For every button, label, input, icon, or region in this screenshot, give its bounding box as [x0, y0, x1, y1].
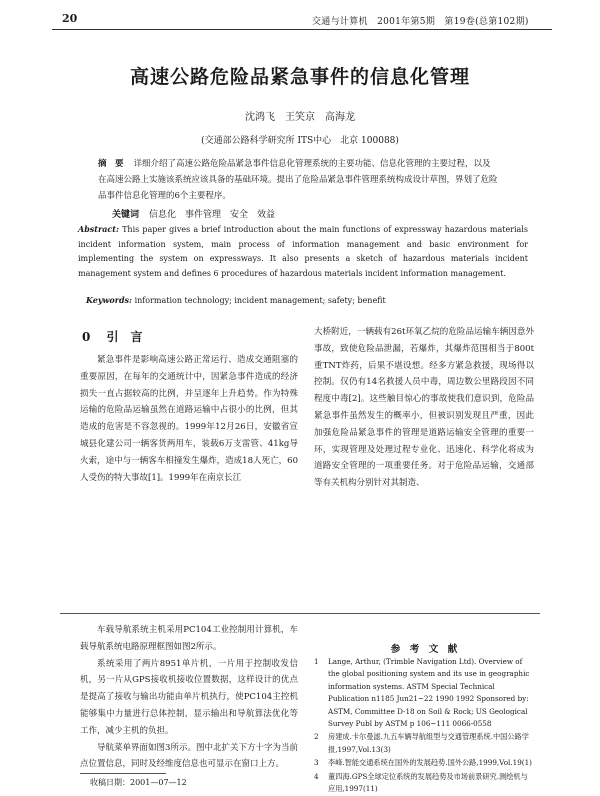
- keywords-cn: [112, 207, 502, 220]
- reference-number: 3: [314, 758, 319, 768]
- body-paragraph: 系统采用了两片8951单片机，一片用于控制收发信机，另一片从GPS接收机接收位置数据，这样设计的优点是提高了接收与输出功能由单片机执行，使PC104主控机能够集中力量进行总体控制，显示输出和导航算法优化等工作，减少主机的负担。: [80, 658, 298, 736]
- running-header: 交通与计算机 2001年第5期 第19卷(总第102期): [312, 17, 529, 27]
- paper-title: 高速公路危险品紧急事件的信息化管理: [129, 66, 470, 88]
- abstract-en-label: Abstract:: [78, 224, 119, 234]
- references-heading: 参 考 文 献: [390, 644, 458, 655]
- reference-number: 4: [314, 771, 319, 781]
- reference-text: Lange, Arthur, (Trimble Navigation Ltd). Overview of the global positioning system and its use in geographic information systems. ASTM Special Technical Publication n1185 Jun21~22 1990 1992 Sponsored by: ASTM, Committee D-18 on Soil & Rock; US Geological Survey Publ by ASTM p 106~111 0066-0558: [328, 657, 530, 729]
- body-paragraph: 导航菜单界面如图3所示。图中北扩关下方十字为当前点位置信息，同时及经维度信息也可显示在窗口上方。: [80, 742, 298, 770]
- header-rule: [52, 29, 552, 30]
- reference-number: 2: [314, 732, 319, 742]
- received-date-footnote: 收稿日期：2001—07—12: [90, 778, 187, 787]
- reference-item: [314, 656, 534, 730]
- keywords-en-label: Keywords:: [86, 295, 133, 305]
- body-paragraph: 车载导航系统主机采用PC104工业控制用计算机，车载导航系统电路原理框图如图2所示。: [80, 625, 298, 652]
- keywords-en: [86, 295, 526, 305]
- keywords-cn-label: 关键词: [112, 210, 140, 220]
- section-heading: [82, 328, 143, 345]
- page-number: 20: [62, 12, 78, 25]
- reference-item: [314, 731, 534, 756]
- abstract-en: [78, 222, 528, 281]
- abstract-cn: [98, 156, 498, 204]
- abstract-en-text: This paper gives a brief introduction about the main functions of expressway hazardous materials incident information system, main process of information management and basic environment for implementing the system on expressways. It also presents a sketch of hazardous materials incident management system and defines 6 procedures of hazardous materials incident information management.: [78, 225, 528, 278]
- author-list: 沈鸿飞 王笑京 高海龙: [245, 112, 355, 123]
- intro-paragraph-left: 紧急事件是影响高速公路正常运行、造成交通阻塞的重要原因，在每年的交通统计中，因紧急事件造成的经济损失一直占据较高的比例，并呈逐年上升趋势。作为特殊运输的危险品运输虽然在道路运输中占很小的比例，但其造成的危害是不容忽视的。1999年12月26日，安徽省宣城县化建公司一辆客货两用车，装载6万支雷管、41kg导火索，途中与一辆客车相撞发生爆炸，造成18人死亡，60人受伤的特大事故[1]。1999年在南京长江: [80, 355, 298, 483]
- section-title: 引 言: [106, 330, 143, 344]
- footnote-rule: [80, 773, 166, 774]
- reference-text: 房建成.卡尔曼滤.九五车辆导航组型与交通管理系统.中国公路学报,1997,Vol.13(3): [328, 732, 529, 754]
- reference-number: 1: [314, 657, 319, 666]
- reference-text: 董四海.GPS全球定位系统的发展趋势及市场前景研究.测绘机与应用,1997(11): [328, 771, 528, 794]
- reference-item: [314, 771, 534, 796]
- abstract-cn-label: 摘 要: [98, 159, 124, 169]
- reference-item: [314, 757, 534, 769]
- abstract-cn-text: 详细介绍了高速公路危险品紧急事件信息化管理系统的主要功能、信息化管理的主要过程，以及在高速公路上实施该系统应该具备的基础环境。提出了危险品紧急事件管理系统构成设计草图，界划了危险品事件信息化管理的6个主要程序。: [98, 159, 498, 201]
- affiliation: (交通部公路科学研究所 ITS中心 北京 100088): [201, 136, 399, 146]
- keywords-en-text: information technology; incident management; safety; benefit: [134, 296, 386, 305]
- keywords-cn-text: 信息化 事件管理 安全 效益: [149, 210, 276, 220]
- section-divider: [60, 613, 540, 614]
- left-column-top: [80, 352, 298, 486]
- reference-list: [314, 656, 534, 796]
- reference-text: 李峰.智能交通系统在国外的发展趋势.国外公路,1999,Vol.19(1): [328, 758, 532, 768]
- section-number: 0: [82, 330, 91, 344]
- right-column-top: [314, 324, 534, 492]
- left-column-bottom: [80, 622, 298, 773]
- intro-paragraph-right: 大桥附近，一辆载有26t环氧乙烷的危险品运输车辆因意外事故，致使危险品泄漏，若爆炸，其爆炸范围相当于800t重TNT炸药，后果不堪设想。经多方紧急救援，现场得以控制。仅仍有14名救援人员中毒，周边数公里路段因不同程度中毒[2]。这些触目惊心的事故使我们意识到，危险品紧急事件虽然发生的概率小，但被识别发现且严重，因此加强危险品紧急事件的管理是道路运输安全管理的重要一环，实现管理及处理过程专业化、迅速化、科学化将成为道路安全管理的一项重要任务。对于危险品运输，交通部等有关机构分别针对其制造、: [314, 327, 534, 489]
